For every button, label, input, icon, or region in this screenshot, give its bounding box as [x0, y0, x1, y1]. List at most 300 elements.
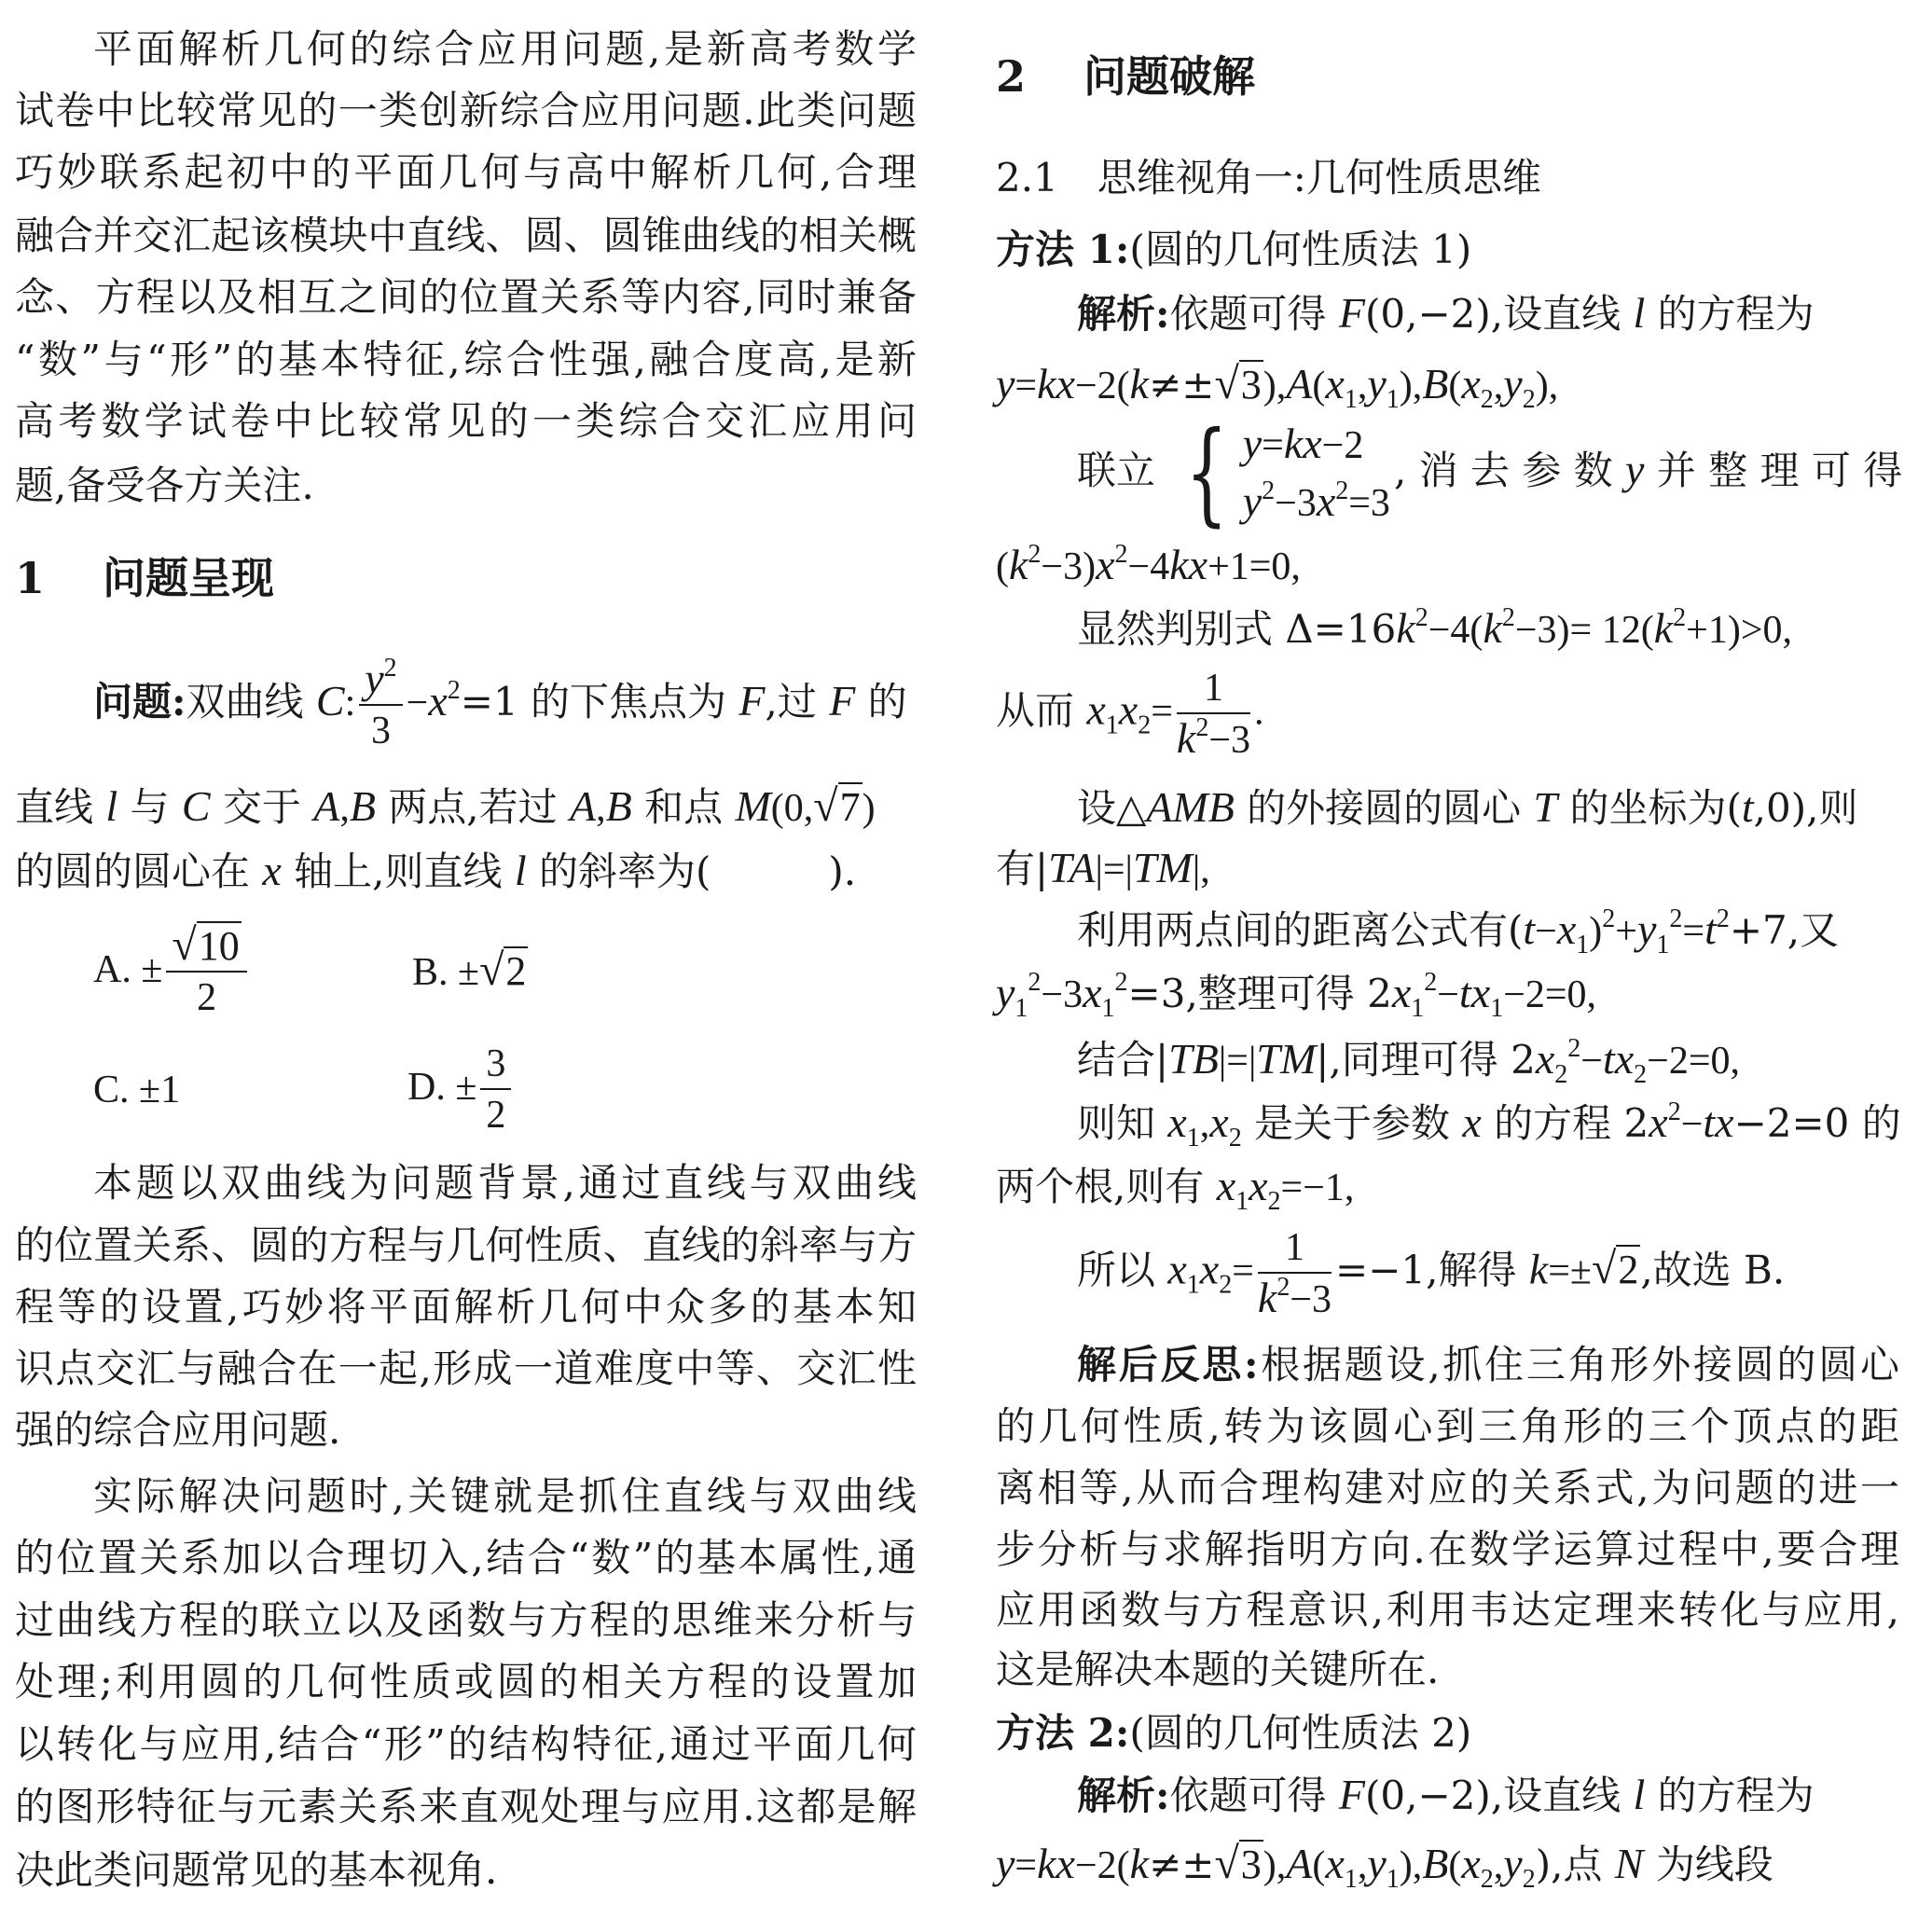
right-line	[996, 1701, 1899, 1766]
math-variable: y	[1242, 420, 1263, 467]
text-run: ),	[1399, 1844, 1423, 1887]
text-run: 的坐标为(	[1557, 784, 1742, 831]
line-content	[996, 48, 1899, 104]
math-variable: tx	[1458, 969, 1491, 1016]
text-run: 这是解决本题的关键所在.	[996, 1647, 1440, 1692]
text-run: )	[862, 787, 876, 830]
square-root	[1592, 1241, 1640, 1298]
radical-sign-icon: √	[1214, 359, 1239, 408]
text-run: |=|	[1095, 849, 1133, 891]
text-run: 识点交汇与融合在一起,形成一道难度中等、交汇性	[15, 1346, 917, 1391]
line-content	[15, 779, 917, 836]
left-line	[15, 1525, 917, 1591]
math-variable: k	[1483, 604, 1502, 652]
text-run: 平面解析几何的综合应用问题,是新高考数学	[93, 26, 917, 72]
text-run: (圆的几何性质法 2)	[1129, 1710, 1472, 1756]
line-content	[15, 145, 917, 200]
math-variable: k	[1528, 1245, 1549, 1292]
text-run: ),点	[1535, 1842, 1615, 1887]
line-content	[15, 269, 917, 325]
text-run: −	[1580, 1040, 1603, 1083]
radical-sign-icon: √	[1591, 1244, 1617, 1293]
subscript: 2	[1522, 1865, 1536, 1894]
line-content	[996, 1399, 1899, 1455]
left-line	[15, 1213, 917, 1278]
text-run: =−1,解得	[1335, 1247, 1529, 1292]
subscript: 2	[1219, 1270, 1233, 1299]
left-line	[15, 389, 917, 454]
bold-label: 解析:	[1077, 290, 1170, 337]
math-variable: x	[1209, 1098, 1229, 1146]
superscript: 2	[447, 676, 461, 705]
math-variable: F	[1338, 1770, 1365, 1818]
subscript: 1	[1576, 931, 1590, 959]
radicand: 2	[505, 948, 527, 994]
superscript: 2	[1276, 1272, 1290, 1302]
math-variable: x	[1325, 1840, 1345, 1887]
text-run: =	[1232, 1249, 1254, 1292]
line-content	[15, 1717, 917, 1773]
text-run: 联立	[1077, 448, 1168, 493]
text-run: −4(	[1428, 609, 1483, 652]
text-run: ,	[1357, 1844, 1368, 1887]
line-content	[996, 537, 1899, 595]
line-content	[15, 1530, 917, 1586]
right-line	[996, 1578, 1899, 1643]
right-line	[1077, 1762, 1899, 1828]
line-content	[407, 1039, 687, 1139]
math-variable: k	[1176, 713, 1196, 762]
math-variable: kx	[1037, 1840, 1075, 1887]
right-line	[1077, 281, 1899, 346]
math-variable: tx	[1602, 1035, 1635, 1083]
denominator	[166, 973, 246, 1022]
subscript: 1	[1386, 385, 1400, 414]
text-run: 2.1 思维视角一:几何性质思维	[996, 155, 1541, 200]
math-variable: l	[514, 846, 527, 894]
left-line	[93, 1056, 373, 1122]
left-brace-icon: {	[1185, 408, 1229, 538]
text-run: =3	[1348, 482, 1390, 525]
math-variable: y	[1503, 1840, 1523, 1887]
math-variable: k	[1653, 604, 1674, 652]
left-line	[15, 1649, 917, 1715]
text-run: (	[1312, 365, 1326, 407]
denominator	[480, 1090, 511, 1139]
text-run: 依题可得	[1169, 1772, 1339, 1818]
subscript: 1	[1344, 1865, 1358, 1894]
math-variable: M	[735, 782, 771, 830]
math-variable: y	[1367, 1840, 1387, 1887]
math-variable: x	[1118, 685, 1138, 733]
math-variable: x	[1086, 685, 1106, 733]
line-content	[1077, 780, 1899, 836]
math-variable: kx	[1169, 541, 1208, 588]
text-run: D. ±	[407, 1066, 477, 1109]
text-run: −2=0,	[1647, 1040, 1741, 1083]
math-variable: y	[1367, 360, 1387, 407]
text-run: 的	[855, 679, 907, 724]
line-content	[15, 1341, 917, 1397]
math-variable: A	[313, 782, 340, 830]
text-run: ),	[1263, 365, 1287, 407]
math-variable: y	[1625, 446, 1645, 493]
line-content	[996, 150, 1899, 206]
radical-sign-icon: √	[479, 945, 504, 995]
text-run: 本题以双曲线为问题背景,通过直线与双曲线	[93, 1160, 917, 1206]
text-run: |=|	[1218, 1040, 1257, 1083]
text-run: 应用函数与方程意识,利用韦达定理来转化与应用,	[996, 1587, 1899, 1633]
superscript: 2	[1567, 1034, 1581, 1063]
math-variable: x	[1556, 905, 1577, 953]
math-variable: k	[1129, 360, 1150, 407]
text-run: ,	[596, 787, 606, 830]
text-run: 的几何性质,转为该圆心到三角形的三个顶点的距	[996, 1403, 1899, 1449]
equation-system	[1171, 408, 1390, 538]
text-run: −2(	[1074, 365, 1130, 407]
line-content	[15, 1842, 917, 1898]
text-run: ≠±	[1149, 362, 1215, 407]
radicand: 7	[839, 784, 861, 830]
text-run: 两个根,则有	[996, 1164, 1217, 1209]
numerator	[359, 655, 402, 706]
math-variable: T	[1533, 782, 1558, 831]
bold-label: 问题:	[93, 679, 186, 724]
superscript: 2	[1028, 540, 1042, 569]
text-run: 并 整 理 可 得	[1644, 448, 1903, 493]
subscript: 2	[1228, 1124, 1242, 1152]
math-variable: x	[1216, 1162, 1236, 1209]
text-run: −	[1437, 973, 1459, 1016]
math-variable: y	[996, 969, 1015, 1016]
fraction	[1177, 663, 1250, 765]
text-run: 强的综合应用问题.	[15, 1407, 341, 1453]
math-variable: B	[1422, 360, 1449, 407]
math-variable: F	[738, 677, 766, 724]
text-run: 为线段	[1643, 1842, 1773, 1887]
math-variable: x	[1461, 1840, 1481, 1887]
text-run: =−1,	[1280, 1166, 1355, 1209]
text-run: 步分析与求解指明方向.在数学运算过程中,要合理	[996, 1526, 1899, 1572]
line-content	[93, 921, 373, 1022]
text-run: (圆的几何性质法 1)	[1129, 227, 1472, 272]
text-run: 有|	[996, 846, 1049, 891]
right-line	[1077, 775, 1899, 840]
math-variable: k	[1129, 1840, 1150, 1887]
subscript: 1	[1186, 1124, 1200, 1152]
math-variable: l	[1633, 288, 1646, 337]
numerator	[480, 1039, 511, 1090]
text-run: −	[1680, 1103, 1704, 1146]
equation-row	[1243, 474, 1390, 531]
text-run: 依题可得	[1169, 290, 1339, 337]
text-run: =1 的下焦点为	[460, 679, 739, 724]
left-line	[407, 1042, 687, 1137]
text-run: 2	[486, 1094, 506, 1137]
fraction	[480, 1039, 511, 1139]
text-run: −2=0 的	[1733, 1100, 1901, 1146]
text-run: 处理;利用圆的几何性质或圆的相关方程的设置加	[15, 1659, 917, 1704]
text-run: ,过	[765, 679, 830, 724]
left-line	[15, 203, 917, 269]
text-run: )	[1589, 910, 1603, 953]
line-content	[15, 1593, 917, 1649]
line-content	[1077, 1767, 1899, 1824]
left-line	[93, 654, 917, 752]
text-run: 过曲线方程的联立以及函数与方程的思维来分析与	[15, 1597, 917, 1643]
left-line	[15, 1774, 917, 1840]
math-variable: TB	[1168, 1035, 1219, 1083]
subscript: 1	[1411, 994, 1425, 1023]
text-run: 2	[197, 976, 217, 1019]
left-line	[15, 327, 917, 393]
left-line	[93, 1151, 917, 1216]
right-line	[1077, 1028, 1899, 1093]
fraction	[1258, 1222, 1332, 1324]
math-variable: x	[1096, 541, 1115, 588]
math-variable: TM	[1132, 844, 1193, 891]
math-variable: kx	[1037, 360, 1075, 407]
line-content	[996, 1158, 1899, 1216]
left-line	[93, 17, 917, 82]
text-run: 念、方程以及相互之间的位置关系等内容,同时兼备	[15, 274, 917, 320]
text-run: 与	[117, 784, 182, 830]
denominator	[1258, 1274, 1332, 1324]
numerator	[166, 921, 246, 973]
right-line	[1077, 408, 1903, 538]
text-run: 的图形特征与元素关系来直观处理与应用.这都是解	[15, 1784, 917, 1829]
text-run: −2(	[1074, 1844, 1130, 1887]
text-run: =3,整理可得 2	[1127, 971, 1392, 1016]
right-line	[996, 533, 1899, 599]
text-run: 试卷中比较常见的一类创新综合应用问题.此类问题	[15, 88, 917, 133]
right-line	[996, 352, 1899, 418]
square-root	[1214, 1836, 1263, 1893]
text-run: 实际解决问题时,关键就是抓住直线与双曲线	[93, 1473, 917, 1519]
right-line	[1077, 597, 1899, 662]
left-line	[15, 1275, 917, 1340]
subscript: 2	[1480, 1865, 1494, 1894]
text-run: (	[996, 545, 1009, 588]
text-run: 轴上,则直线	[281, 848, 515, 894]
text-run: (	[1448, 1844, 1462, 1887]
left-line	[15, 545, 917, 611]
superscript: 2	[1195, 712, 1209, 742]
text-run: −3)	[1041, 545, 1097, 588]
left-line	[15, 1588, 917, 1653]
subscript: 1	[1235, 1187, 1249, 1216]
line-content	[996, 840, 1899, 898]
right-line	[1077, 1091, 1899, 1156]
right-line	[996, 145, 1899, 211]
left-line	[412, 939, 692, 1004]
superscript: 2	[1424, 968, 1438, 997]
line-content	[1077, 1095, 1899, 1152]
line-content	[412, 943, 692, 1000]
numerator	[1258, 1222, 1332, 1274]
text-run: , 消 去 参 数	[1393, 448, 1626, 493]
text-run: −3	[1290, 1277, 1332, 1321]
left-line	[93, 920, 373, 1019]
math-variable: x	[1167, 1245, 1187, 1292]
subscript: 2	[1267, 1187, 1281, 1216]
math-variable: B	[1422, 1840, 1449, 1887]
text-run: 两点,若过	[375, 784, 571, 830]
text-run: 融合并交汇起该模块中直线、圆、圆锥曲线的相关概	[15, 213, 917, 258]
superscript: 2	[1335, 476, 1349, 505]
denominator	[1177, 714, 1250, 765]
text-run: 双曲线	[186, 679, 316, 724]
bold-label: 方法 2:	[996, 1710, 1130, 1756]
text-run: ≠±	[1149, 1842, 1215, 1887]
text-run: |,同理可得 2	[1316, 1037, 1536, 1083]
right-line	[996, 1456, 1899, 1521]
math-variable: C	[181, 782, 211, 830]
math-variable: l	[1633, 1770, 1646, 1818]
math-variable: y	[1636, 905, 1657, 953]
line-content	[1077, 902, 1899, 959]
line-content	[93, 1469, 917, 1525]
square-root	[172, 921, 241, 971]
text-run: ,0),则	[1753, 784, 1858, 831]
text-run: −	[406, 682, 429, 724]
superscript: 2	[383, 654, 397, 683]
subscript: 1	[1101, 994, 1115, 1023]
text-run: =	[1262, 424, 1284, 467]
text-run: (0,−2),设直线	[1364, 1772, 1634, 1818]
math-variable: AMB	[1146, 782, 1235, 831]
line-content	[15, 332, 917, 388]
math-variable: k	[1009, 541, 1028, 588]
left-line	[15, 453, 917, 518]
text-run: ,	[1493, 365, 1504, 407]
subscript: 2	[1480, 385, 1494, 414]
line-content	[996, 1460, 1899, 1516]
text-run: 的方程为	[1645, 1772, 1815, 1818]
text-run: 题,备受各方关注.	[15, 462, 314, 508]
line-content	[996, 1642, 1899, 1698]
text-run: −4	[1127, 545, 1170, 588]
square-root	[813, 779, 862, 835]
text-run: 直线	[15, 784, 106, 830]
left-line	[15, 1712, 917, 1777]
math-variable: t	[1704, 905, 1717, 953]
text-run: −3	[1275, 482, 1317, 525]
math-variable: k	[1396, 604, 1415, 652]
line-content	[996, 1836, 1899, 1894]
line-content	[1077, 1222, 1899, 1324]
bold-label: 解后反思:	[1077, 1342, 1259, 1387]
square-root	[479, 943, 528, 1000]
line-content	[996, 356, 1899, 414]
math-variable: x	[1249, 1162, 1268, 1209]
right-line	[996, 1394, 1899, 1459]
subscript: 2	[1138, 711, 1152, 739]
text-run: 和点	[631, 784, 736, 830]
line-content	[15, 1402, 917, 1458]
text-run: 巧妙联系起初中的平面几何与高中解析几何,合理	[15, 149, 917, 195]
math-variable: y	[365, 655, 384, 702]
text-run: :	[344, 682, 356, 724]
left-line	[93, 1464, 917, 1529]
text-run: A. ±	[93, 948, 163, 991]
text-run: 结合|	[1077, 1037, 1169, 1083]
text-run: =	[1014, 365, 1038, 407]
text-run: +1)>0,	[1686, 609, 1792, 652]
text-run: ,故选 B.	[1640, 1247, 1786, 1292]
text-run: “数”与“形”的基本特征,综合性强,融合度高,是新	[15, 337, 917, 382]
math-variable: x	[1316, 477, 1336, 525]
superscript: 2	[1667, 1097, 1681, 1126]
math-variable: y	[996, 360, 1015, 407]
text-run: =±	[1548, 1249, 1592, 1292]
math-variable: k	[1257, 1273, 1277, 1321]
right-line	[996, 666, 1899, 762]
right-line	[996, 44, 1899, 109]
text-run: ,	[1493, 1844, 1504, 1887]
line-content	[15, 1218, 917, 1274]
math-variable: x	[1199, 1245, 1220, 1292]
math-variable: B	[605, 782, 632, 830]
line-content	[996, 1522, 1899, 1578]
line-content	[15, 550, 917, 606]
text-run: 从而	[996, 687, 1087, 733]
subscript: 1	[1186, 1270, 1200, 1299]
left-line	[15, 140, 917, 205]
math-variable: x	[1167, 1098, 1187, 1146]
text-run: =	[1014, 1844, 1038, 1887]
text-run: +7,又	[1729, 907, 1840, 953]
text-run: ,	[339, 787, 350, 830]
math-variable: F	[829, 677, 856, 724]
text-run: ),	[1399, 365, 1423, 407]
radicand: 10	[198, 923, 240, 969]
line-content	[1077, 600, 1899, 658]
superscript: 2	[1716, 904, 1730, 933]
text-run: 的位置关系、圆的方程与几何性质、直线的斜率与方	[15, 1222, 917, 1268]
radical-sign-icon: √	[172, 920, 197, 970]
fraction	[166, 921, 246, 1022]
text-run: −2=0,	[1503, 973, 1597, 1016]
subscript: 2	[1522, 385, 1536, 414]
text-run: (	[1312, 1844, 1326, 1887]
text-run: 利用两点间的距离公式有(	[1077, 907, 1524, 953]
text-run: −3	[1208, 718, 1250, 762]
line-content	[996, 965, 1899, 1023]
numerator	[1177, 663, 1250, 714]
radicand: 3	[1240, 362, 1262, 407]
left-line	[15, 1398, 917, 1463]
math-variable: x	[1649, 1098, 1668, 1146]
bold-label: 解析:	[1077, 1772, 1170, 1818]
text-run: 1	[1203, 666, 1223, 710]
line-content	[15, 208, 917, 264]
right-line	[996, 217, 1899, 283]
superscript: 2	[1414, 603, 1428, 632]
math-variable: C	[315, 677, 345, 724]
math-variable: x	[1083, 969, 1102, 1016]
denominator	[359, 706, 402, 755]
math-variable: x	[1535, 1035, 1555, 1083]
text-run: B. ±	[412, 951, 480, 994]
text-run: 设△	[1077, 784, 1147, 831]
left-line	[15, 838, 917, 904]
text-run: 3	[486, 1042, 506, 1085]
superscript: 2	[1669, 904, 1683, 933]
superscript: 2	[1602, 904, 1616, 933]
superscript: 2	[1501, 603, 1515, 632]
subscript: 1	[1014, 994, 1028, 1023]
